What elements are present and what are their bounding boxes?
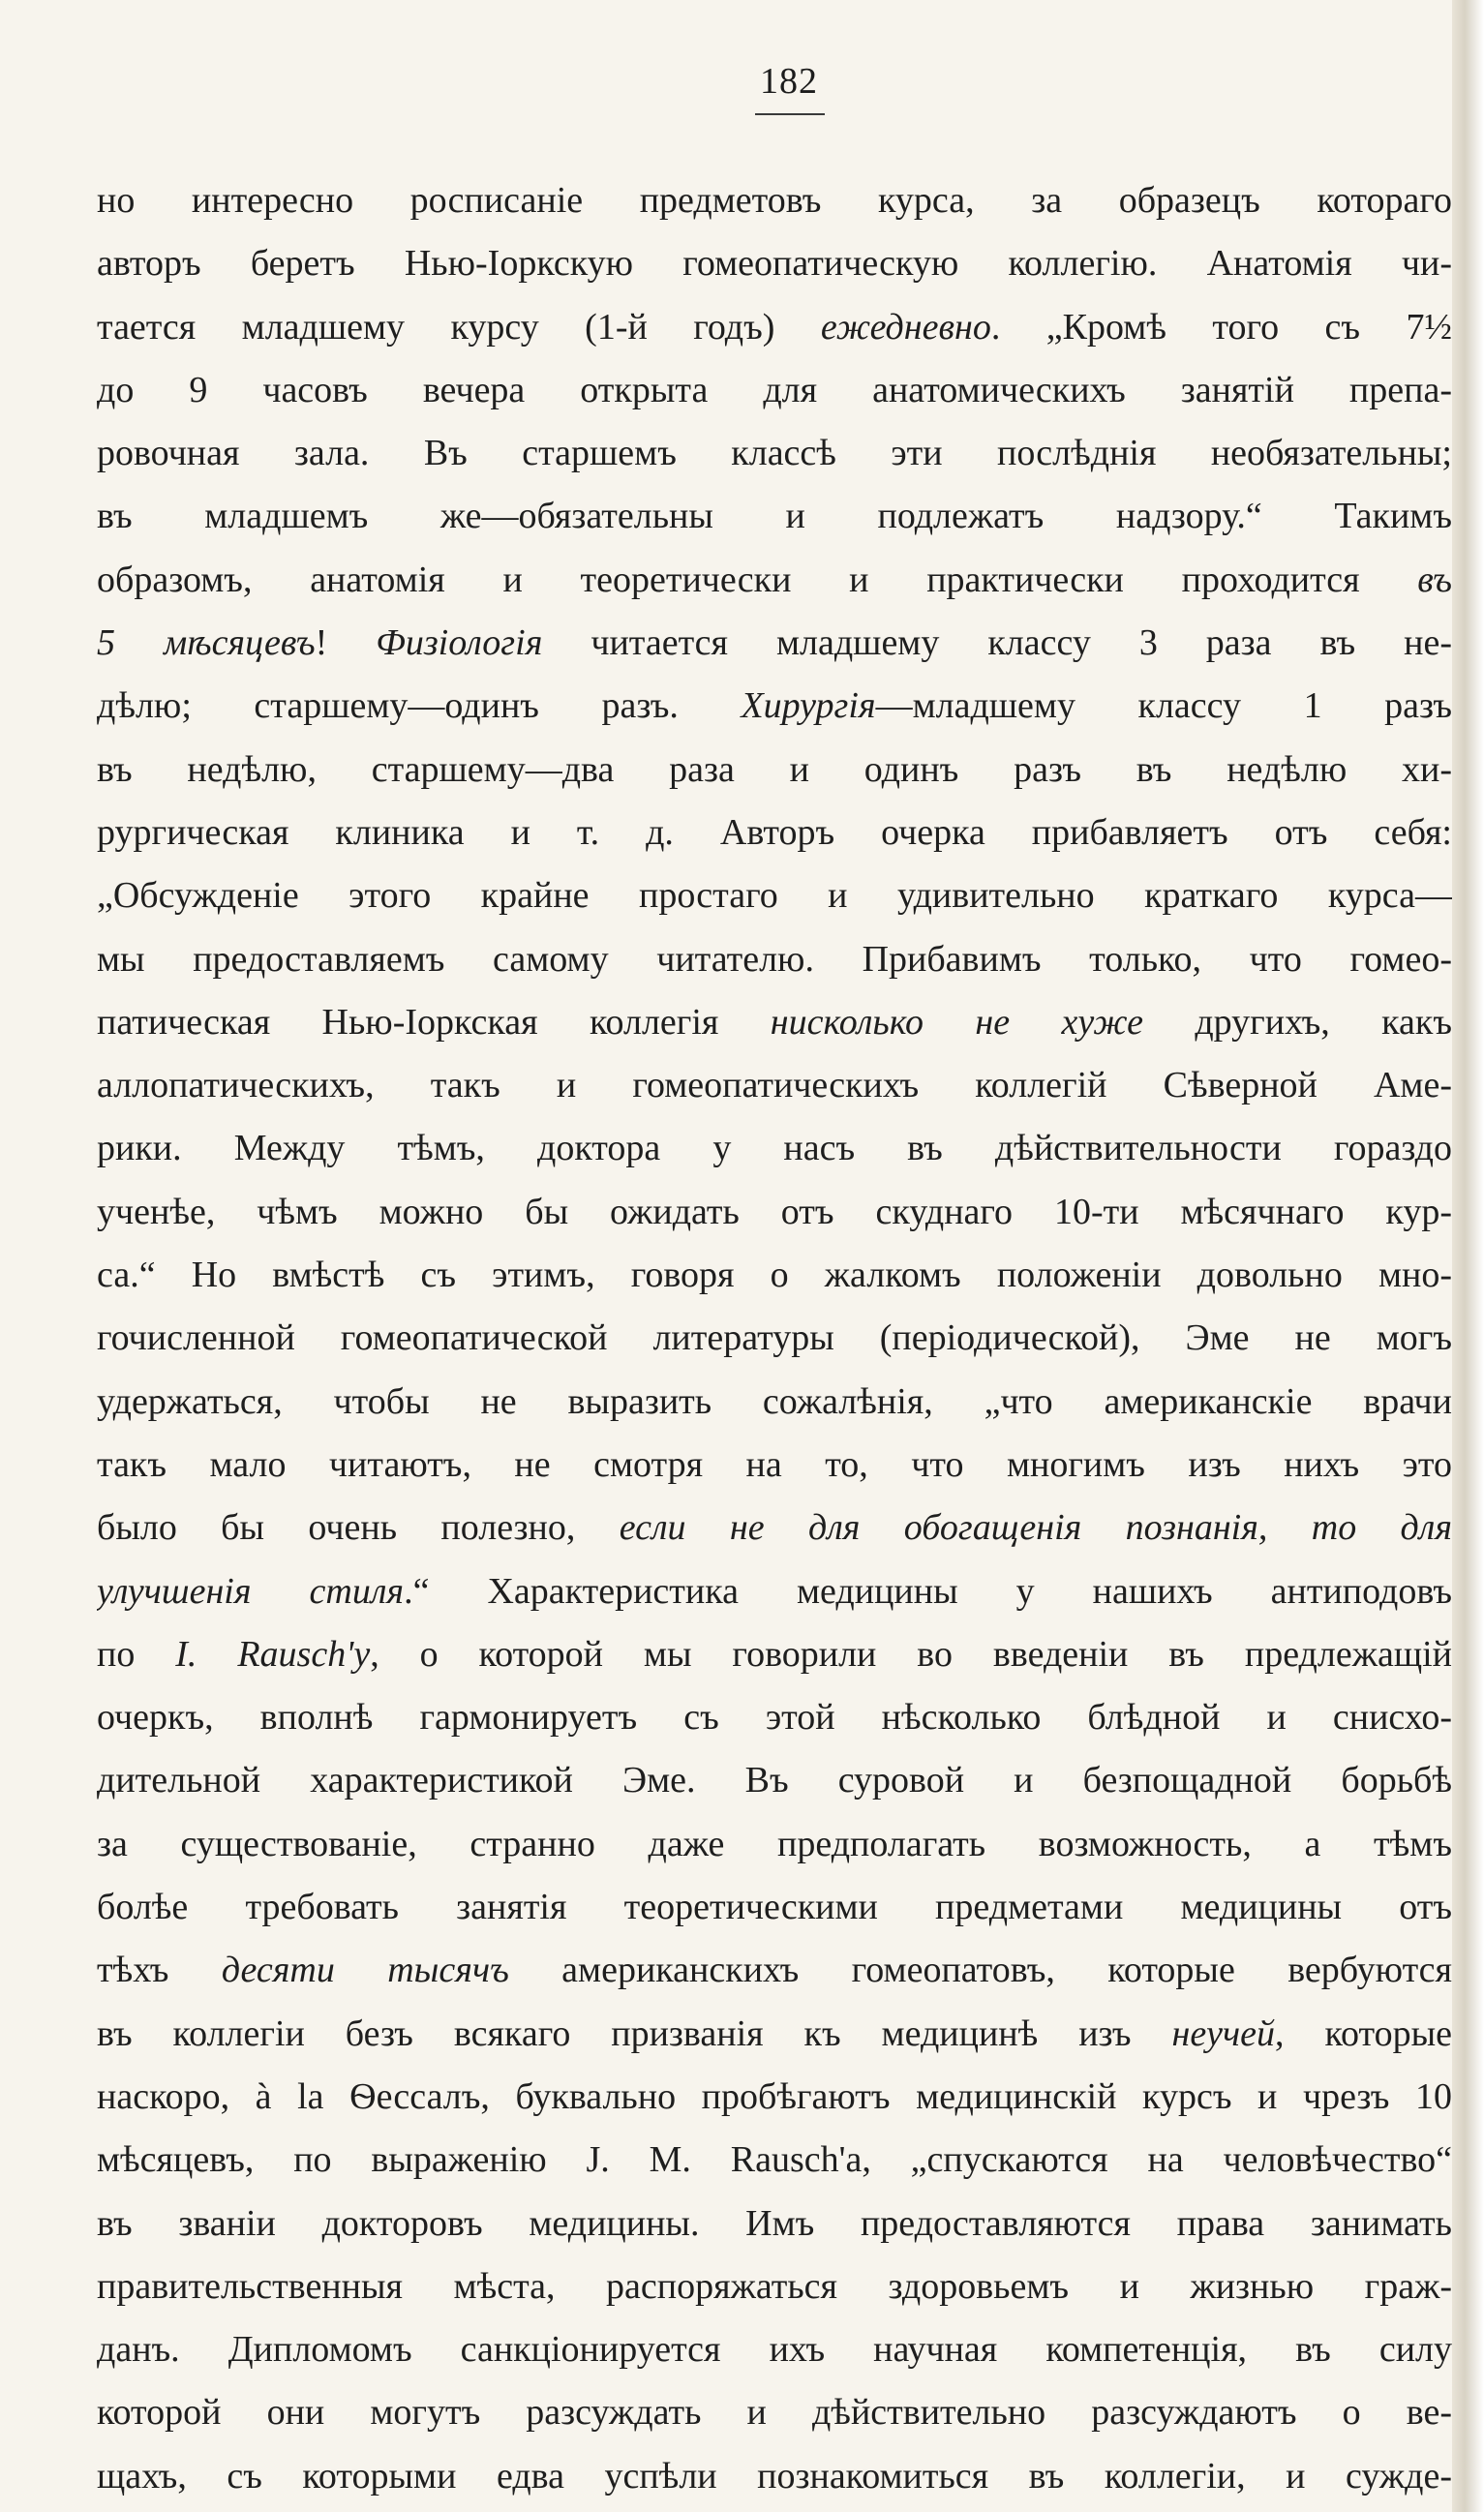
text-line: рики. Между тѣмъ, доктора у насъ въ дѣйствительности гораздо <box>97 1128 1452 1169</box>
text-line: было бы очень полезно, если не для обогащенія познанія, то для <box>97 1507 1452 1549</box>
text-line: патическая Нью-Іоркская коллегія нисколько не хуже другихъ, какъ <box>97 1001 1452 1043</box>
page-number-rule <box>755 113 825 115</box>
text-line: въ младшемъ же—обязательны и подлежатъ надзору.“ Такимъ <box>97 496 1452 537</box>
text-line: авторъ беретъ Нью-Іоркскую гомеопатическую коллегію. Анатомія чи- <box>97 243 1452 285</box>
text-line: которой они могутъ разсуждать и дѣйствительно разсуждаютъ о ве- <box>97 2392 1452 2434</box>
text-line: рургическая клиника и т. д. Авторъ очерка прибавляетъ отъ себя: <box>97 811 1452 853</box>
text-line: гочисленной гомеопатической литературы (періодической), Эме не могъ <box>97 1317 1452 1359</box>
text-line: въ коллегіи безъ всякаго призванія къ медицинѣ изъ неучей, которые <box>97 2013 1452 2054</box>
text-line: тѣхъ десяти тысячъ американскихъ гомеопатовъ, которые вербуются <box>97 1950 1452 1991</box>
text-line: аллопатическихъ, такъ и гомеопатическихъ коллегій Сѣверной Аме- <box>97 1065 1452 1106</box>
text-line: са.“ Но вмѣстѣ съ этимъ, говоря о жалкомъ положеніи довольно мно- <box>97 1255 1452 1296</box>
text-line: улучшенія стиля.“ Характеристика медицины у нашихъ антиподовъ <box>97 1570 1452 1612</box>
text-line: мѣсяцевъ, по выраженію J. M. Rausch'a, „спускаются на человѣчество“ <box>97 2139 1452 2181</box>
italic-emphasis: неучей <box>1171 2013 1276 2054</box>
text-line: въ недѣлю, старшему—два раза и одинъ разъ въ недѣлю хи- <box>97 748 1452 790</box>
text-line: болѣе требовать занятія теоретическими предметами медицины отъ <box>97 1887 1452 1928</box>
text-line: образомъ, анатомія и теоретически и практически проходится въ <box>97 559 1452 600</box>
text-line: 5 мѣсяцевъ! Физіологія читается младшему классу 3 раза въ не- <box>97 622 1452 664</box>
italic-emphasis: 5 мѣсяцевъ <box>97 622 316 664</box>
text-line: дѣлю; старшему—одинъ разъ. Хирургія—младшему классу 1 разъ <box>97 685 1452 727</box>
text-line: ровочная зала. Въ старшемъ классѣ эти послѣднія необязательны; <box>97 433 1452 474</box>
body-text <box>97 169 1452 2508</box>
text-line: такъ мало читаютъ, не смотря на то, что многимъ изъ нихъ это <box>97 1443 1452 1485</box>
italic-emphasis: I. Rausch'у <box>175 1633 371 1675</box>
text-line: но интересно росписаніе предметовъ курса, за образецъ котораго <box>97 180 1452 221</box>
italic-emphasis: нисколько не хуже <box>770 1001 1143 1043</box>
italic-emphasis: въ <box>1417 559 1452 600</box>
text-line: въ званіи докторовъ медицины. Имъ предоставляются права занимать <box>97 2202 1452 2244</box>
italic-emphasis: десяти тысячъ <box>221 1950 509 1991</box>
text-line: тается младшему курсу (1-й годъ) ежедневно. „Кромѣ того съ 7½ <box>97 306 1452 348</box>
italic-emphasis: Физіологія <box>376 622 543 664</box>
text-line: наскоро, à la Ѳессалъ, буквально пробѣгаютъ медицинскій курсъ и чрезъ 10 <box>97 2075 1452 2117</box>
text-line: удержаться, чтобы не выразить сожалѣнія, „что американскіе врачи <box>97 1380 1452 1422</box>
text-line: мы предоставляемъ самому читателю. Прибавимъ только, что гомео- <box>97 938 1452 980</box>
text-line: за существованіе, странно даже предполагать возможность, а тѣмъ <box>97 1823 1452 1864</box>
text-line: по I. Rausch'у, о которой мы говорили во введеніи въ предлежащій <box>97 1633 1452 1675</box>
page-edge <box>1452 0 1484 2512</box>
text-line: правительственныя мѣста, распоряжаться здоровьемъ и жизнью граж- <box>97 2265 1452 2307</box>
italic-emphasis: Хирургія <box>741 685 876 727</box>
text-line: данъ. Дипломомъ санкціонируется ихъ научная компетенція, въ силу <box>97 2329 1452 2371</box>
page-number: 182 <box>760 61 818 102</box>
text-line: очеркъ, вполнѣ гармонируетъ съ этой нѣсколько блѣдной и снисхо- <box>97 1697 1452 1739</box>
text-line: ученѣе, чѣмъ можно бы ожидать отъ скуднаго 10-ти мѣсячнаго кур- <box>97 1191 1452 1232</box>
text-line: до 9 часовъ вечера открыта для анатомическихъ занятій препа- <box>97 369 1452 410</box>
text-line: щахъ, съ которыми едва успѣли познакомиться въ коллегіи, и сужде- <box>97 2455 1452 2497</box>
italic-emphasis: ежедневно <box>820 306 991 348</box>
text-line: дительной характеристикой Эме. Въ суровой и безпощадной борьбѣ <box>97 1760 1452 1801</box>
text-line: „Обсужденіе этого крайне простаго и удивительно краткаго курса— <box>97 875 1452 917</box>
italic-emphasis: улучшенія стиля <box>97 1570 405 1612</box>
italic-emphasis: если не для обогащенія познанія, то для <box>619 1507 1452 1549</box>
